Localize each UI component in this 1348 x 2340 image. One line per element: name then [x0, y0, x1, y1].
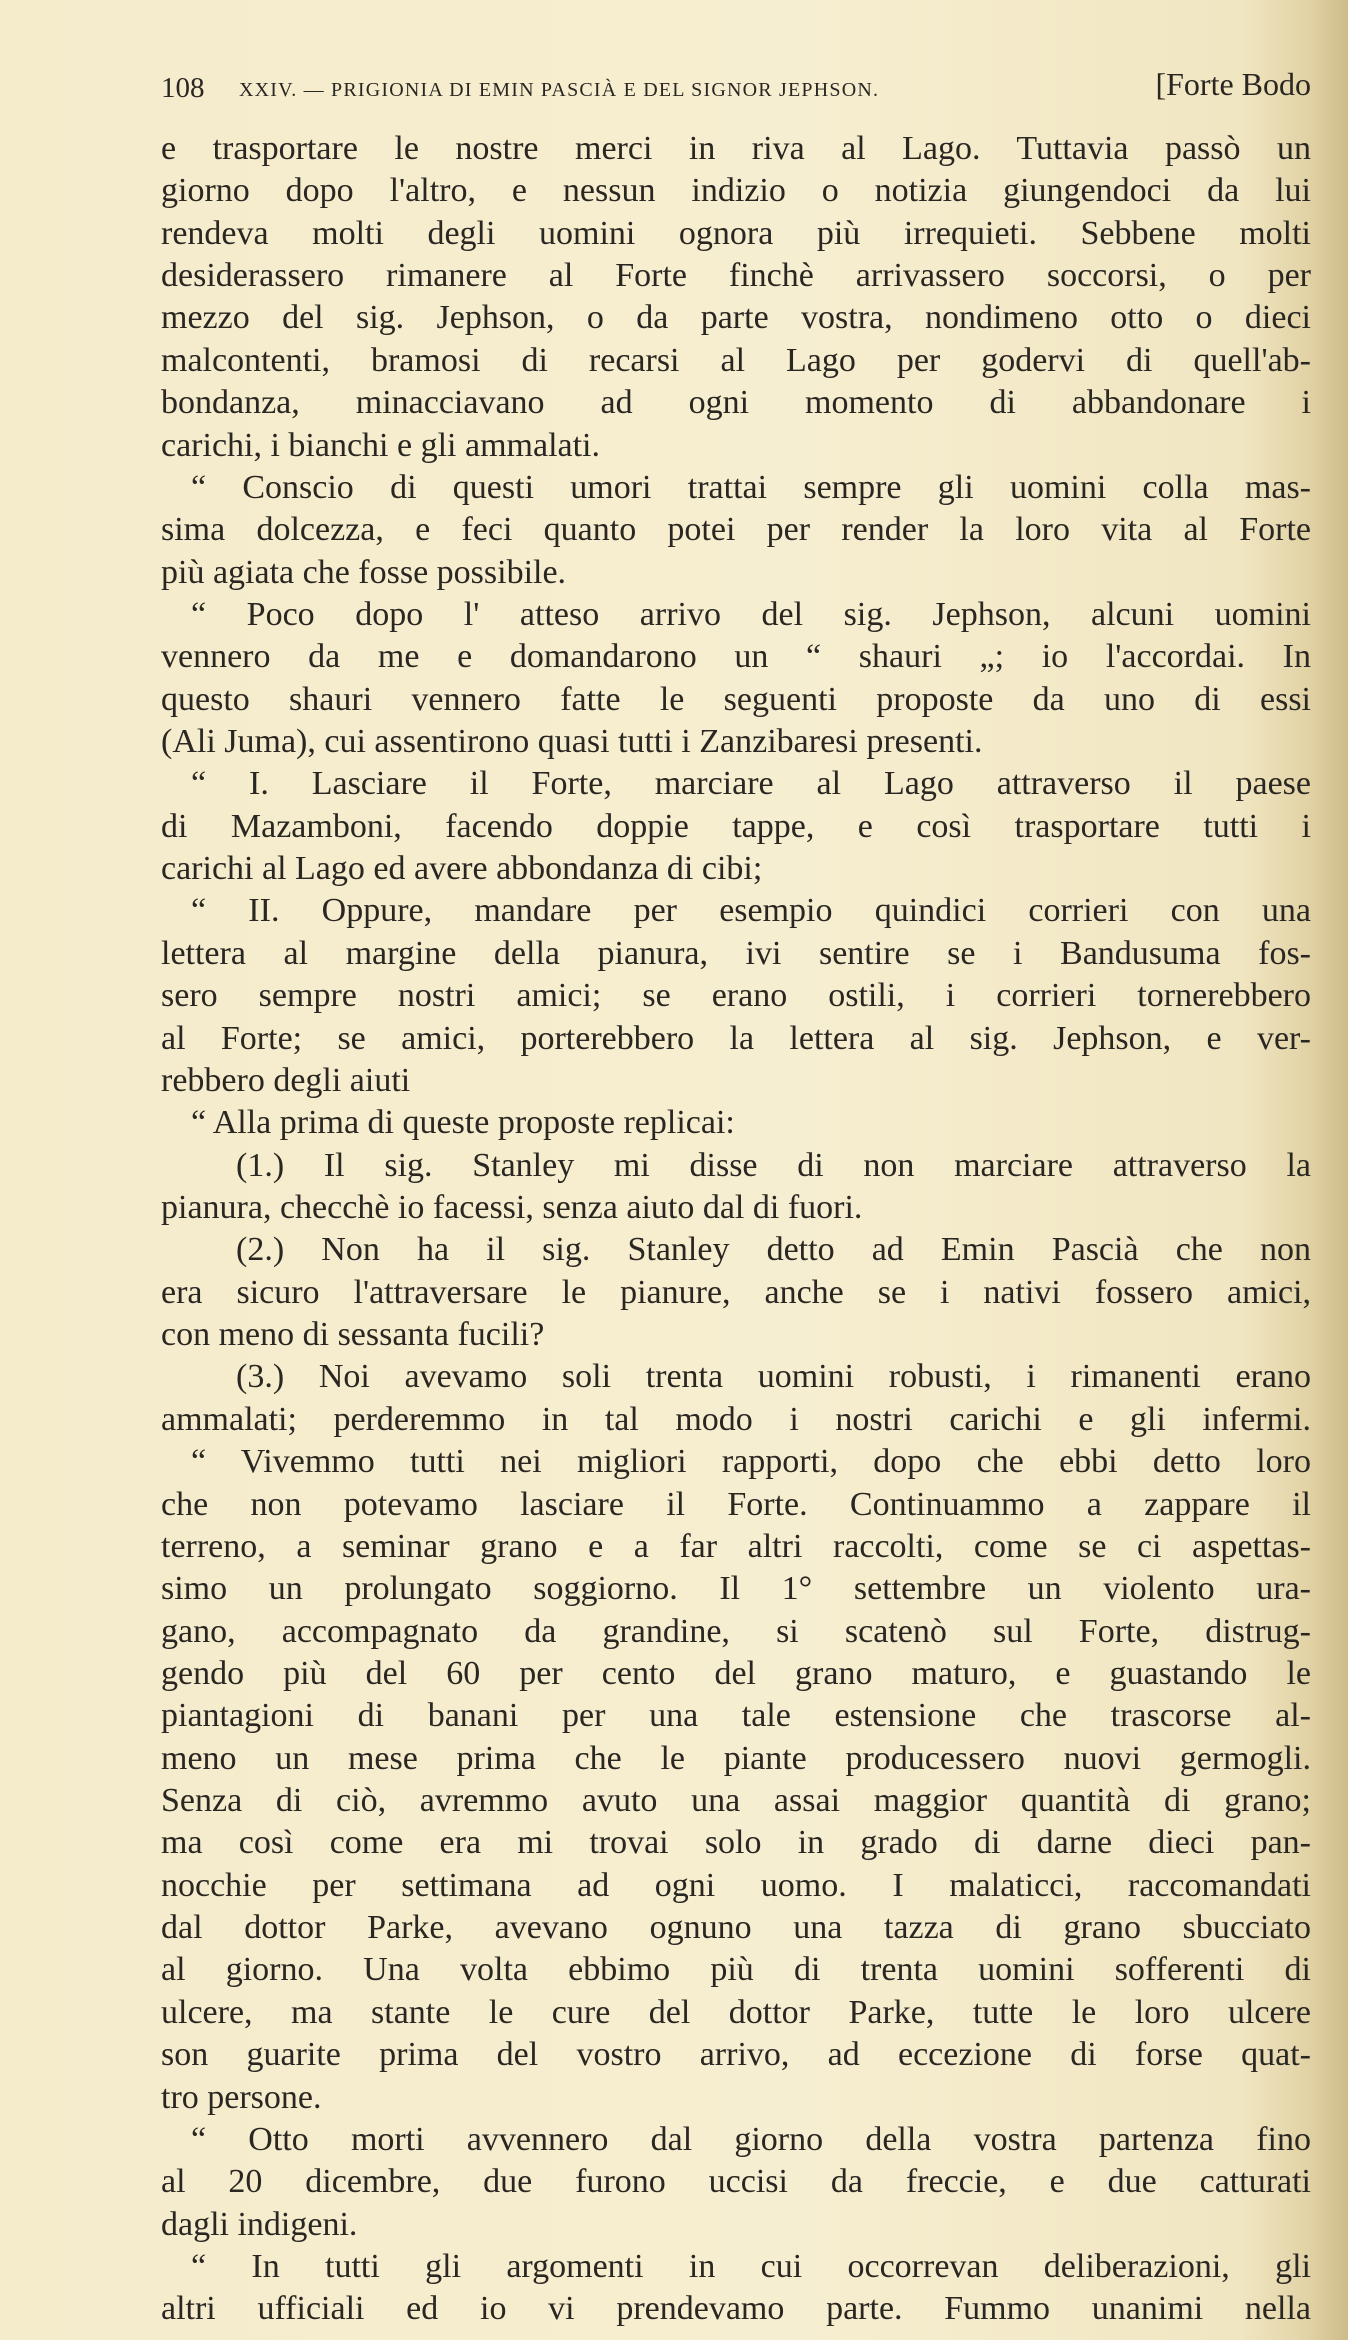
text-line: altri ufficiali ed io vi prendevamo parte. Fummo unanimi nella — [161, 2290, 1311, 2328]
text-line: che non potevamo lasciare il Forte. Continuammo a zappare il — [161, 1485, 1311, 1523]
text-line: lettera al margine della pianura, ivi sentire se i Bandusuma fos- — [161, 934, 1311, 972]
running-head-place: [Forte Bodo — [1155, 66, 1311, 102]
text-line: Senza di ciò, avremmo avuto una assai maggior quantità di grano; — [161, 1782, 1311, 1820]
text-line: rebbero degli aiuti — [161, 1061, 411, 1099]
running-header — [161, 66, 1311, 114]
text-line: dal dottor Parke, avevano ognuno una tazza di grano sbucciato — [161, 1909, 1311, 1947]
text-line: giorno dopo l'altro, e nessun indizio o notizia giungendoci da lui — [161, 172, 1311, 210]
text-line: era sicuro l'attraversare le pianure, anche se i nativi fossero amici, — [161, 1273, 1311, 1311]
text-line: questo shauri vennero fatte le seguenti proposte da uno di essi — [161, 680, 1311, 718]
text-line: al giorno. Una volta ebbimo più di trenta uomini sofferenti di — [161, 1951, 1311, 1989]
text-line: piantagioni di banani per una tale estensione che trascorse al- — [161, 1697, 1311, 1735]
text-line: più agiata che fosse possibile. — [161, 553, 567, 591]
text-line: nocchie per settimana ad ogni uomo. I malaticci, raccomandati — [161, 1866, 1311, 1904]
text-line: “ Poco dopo l' atteso arrivo del sig. Jephson, alcuni uomini — [191, 595, 1311, 633]
text-line: al 20 dicembre, due furono uccisi da freccie, e due catturati — [161, 2163, 1311, 2201]
text-line: desiderassero rimanere al Forte finchè arrivassero soccorsi, o per — [161, 257, 1311, 295]
text-line: sero sempre nostri amici; se erano ostili, i corrieri tornerebbero — [161, 977, 1311, 1015]
text-line: “ Alla prima di queste proposte replicai: — [191, 1104, 735, 1142]
text-line: di Mazamboni, facendo doppie tappe, e così trasportare tutti i — [161, 807, 1311, 845]
text-line: “ Vivemmo tutti nei migliori rapporti, dopo che ebbi detto loro — [191, 1443, 1311, 1481]
text-line: pianura, checchè io facessi, senza aiuto dal di fuori. — [161, 1188, 863, 1226]
text-line: gano, accompagnato da grandine, si scatenò sul Forte, distrug- — [161, 1612, 1311, 1650]
text-line: carichi, i bianchi e gli ammalati. — [161, 426, 600, 464]
text-line: dagli indigeni. — [161, 2205, 358, 2243]
text-line: con meno di sessanta fucili? — [161, 1316, 545, 1354]
text-line: son guarite prima del vostro arrivo, ad eccezione di forse quat- — [161, 2036, 1311, 2074]
text-line: terreno, a seminar grano e a far altri raccolti, come se ci aspettas- — [161, 1527, 1311, 1565]
text-line: rendeva molti degli uomini ognora più irrequieti. Sebbene molti — [161, 214, 1311, 252]
page-number: 108 — [161, 72, 205, 104]
text-line: simo un prolungato soggiorno. Il 1° settembre un violento ura- — [161, 1570, 1311, 1608]
text-line: “ II. Oppure, mandare per esempio quindici corrieri con una — [191, 892, 1311, 930]
text-line: “ Conscio di questi umori trattai sempre gli uomini colla mas- — [191, 468, 1311, 506]
text-line: carichi al Lago ed avere abbondanza di cibi; — [161, 850, 763, 888]
text-line: “ Otto morti avvennero dal giorno della vostra partenza fino — [191, 2120, 1311, 2158]
text-line: vennero da me e domandarono un “ shauri „; io l'accordai. In — [161, 638, 1311, 676]
text-line: (3.) Noi avevamo soli trenta uomini robusti, i rimanenti erano — [236, 1358, 1311, 1396]
text-line: ma così come era mi trovai solo in grado di darne dieci pan- — [161, 1824, 1311, 1862]
text-line: e trasportare le nostre merci in riva al Lago. Tuttavia passò un — [161, 130, 1311, 167]
text-line: gendo più del 60 per cento del grano maturo, e guastando le — [161, 1654, 1311, 1692]
text-line: mezzo del sig. Jephson, o da parte vostra, nondimeno otto o dieci — [161, 299, 1311, 337]
text-line: (2.) Non ha il sig. Stanley detto ad Emin Pascià che non — [236, 1231, 1311, 1269]
text-line: (1.) Il sig. Stanley mi disse di non marciare attraverso la — [236, 1146, 1311, 1184]
text-line: “ I. Lasciare il Forte, marciare al Lago attraverso il paese — [191, 765, 1311, 803]
text-line: ulcere, ma stante le cure del dottor Parke, tutte le loro ulcere — [161, 1993, 1311, 2031]
text-line: sima dolcezza, e feci quanto potei per render la loro vita al Forte — [161, 511, 1311, 549]
text-line: tro persone. — [161, 2078, 322, 2116]
text-line: bondanza, minacciavano ad ogni momento di abbandonare i — [161, 384, 1311, 422]
text-line: (Ali Juma), cui assentirono quasi tutti i Zanzibaresi presenti. — [161, 723, 983, 761]
text-line: meno un mese prima che le piante producessero nuovi germogli. — [161, 1739, 1311, 1777]
running-head-title: XXIV. — PRIGIONIA DI EMIN PASCIÀ E DEL SIGNOR JEPHSON. — [239, 79, 880, 101]
page-body-text — [161, 128, 1311, 2331]
text-line: ammalati; perderemmo in tal modo i nostri carichi e gli infermi. — [161, 1400, 1311, 1438]
text-line: malcontenti, bramosi di recarsi al Lago per godervi di quell'ab- — [161, 341, 1311, 379]
text-line: “ In tutti gli argomenti in cui occorrevan deliberazioni, gli — [191, 2247, 1311, 2285]
text-line: al Forte; se amici, porterebbero la lettera al sig. Jephson, e ver- — [161, 1019, 1311, 1057]
